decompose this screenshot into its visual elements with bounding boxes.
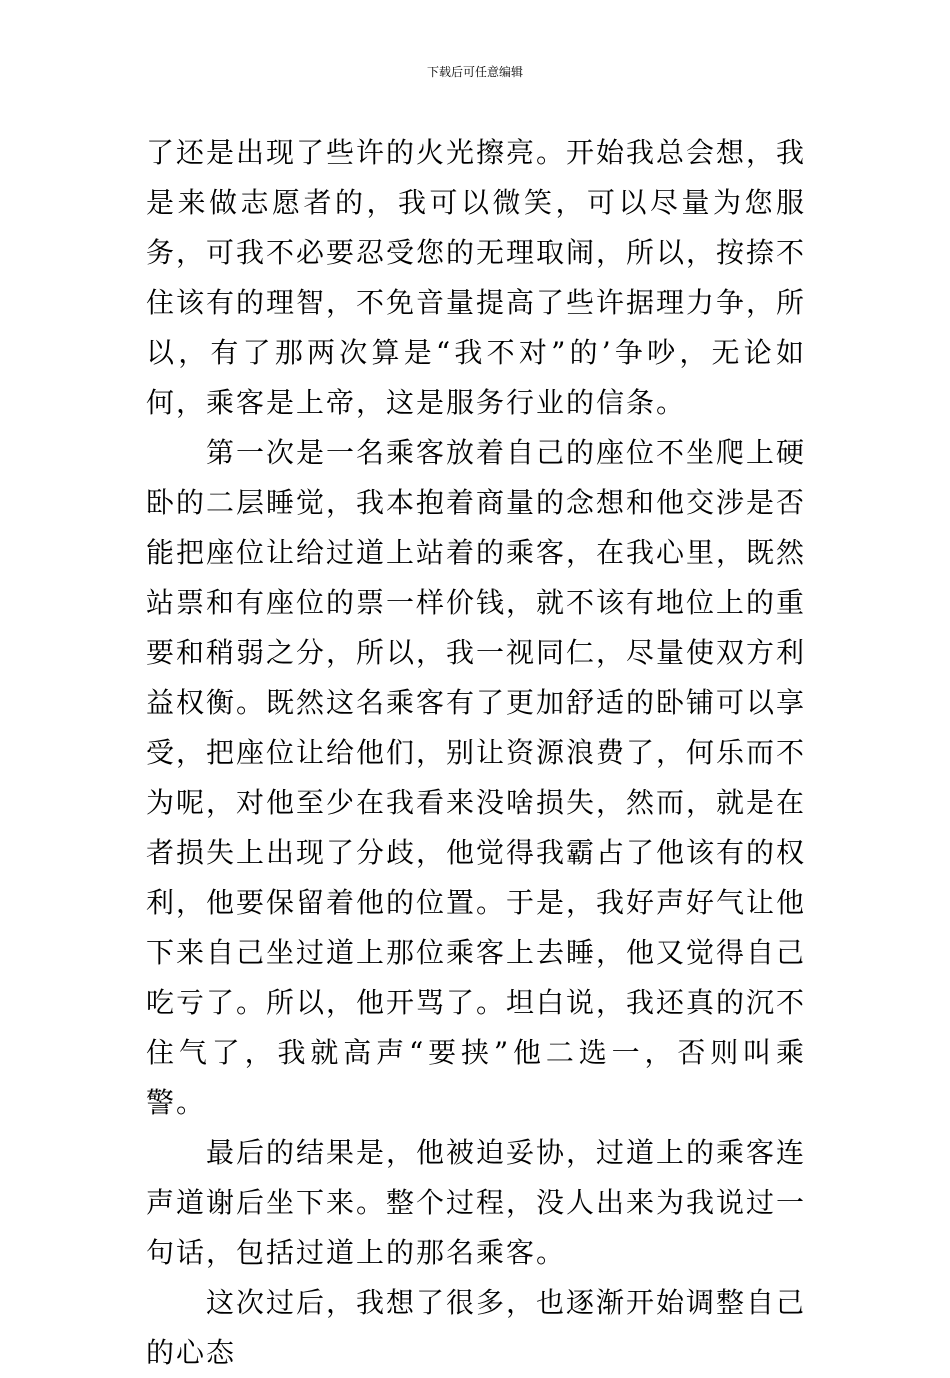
page-header: 下载后可任意编辑 [426,65,523,79]
paragraph-continued: 了还是出现了些许的火光擦亮。开始我总会想，我是来做志愿者的，我可以微笑，可以尽量为您服务，可我不必要忍受您的无理取闹，所以，按捺不住该有的理智，不免音量提高了些许据理力争，所以，有了那两次算是“我不对”的’争吵，无论如何，乘客是上帝，这是服务行业的信条。 [146,136,807,419]
body-text [146,128,806,1378]
paragraph-first-incident: 第一次是一名乘客放着自己的座位不坐爬上硬卧的二层睡觉，我本抱着商量的念想和他交涉是否能把座位让给过道上站着的乘客，在我心里，既然站票和有座位的票一样价钱，就不该有地位上的重要和稍弱之分，所以，我一视同仁，尽量使双方利益权衡。既然这名乘客有了更加舒适的卧铺可以享受，把座位让给他们，别让资源浪费了，何乐而不为呢，对他至少在我看来没啥损失，然而，就是在者损失上出现了分歧，他觉得我霸占了他该有的权利，他要保留着他的位置。于是，我好声好气让他下来自己坐过道上那位乘客上去睡，他又觉得自己吃亏了。所以，他开骂了。坦白说，我还真的沉不住气了，我就高声“要挟”他二选一，否则叫乘警。 [146,436,807,1119]
paragraph-result: 最后的结果是，他被迫妥协，过道上的乘客连声道谢后坐下来。整个过程，没人出来为我说过一句话，包括过道上的那名乘客。 [146,1136,807,1269]
paragraph-reflection: 这次过后，我想了很多，也逐渐开始调整自己的心态 [146,1286,807,1369]
